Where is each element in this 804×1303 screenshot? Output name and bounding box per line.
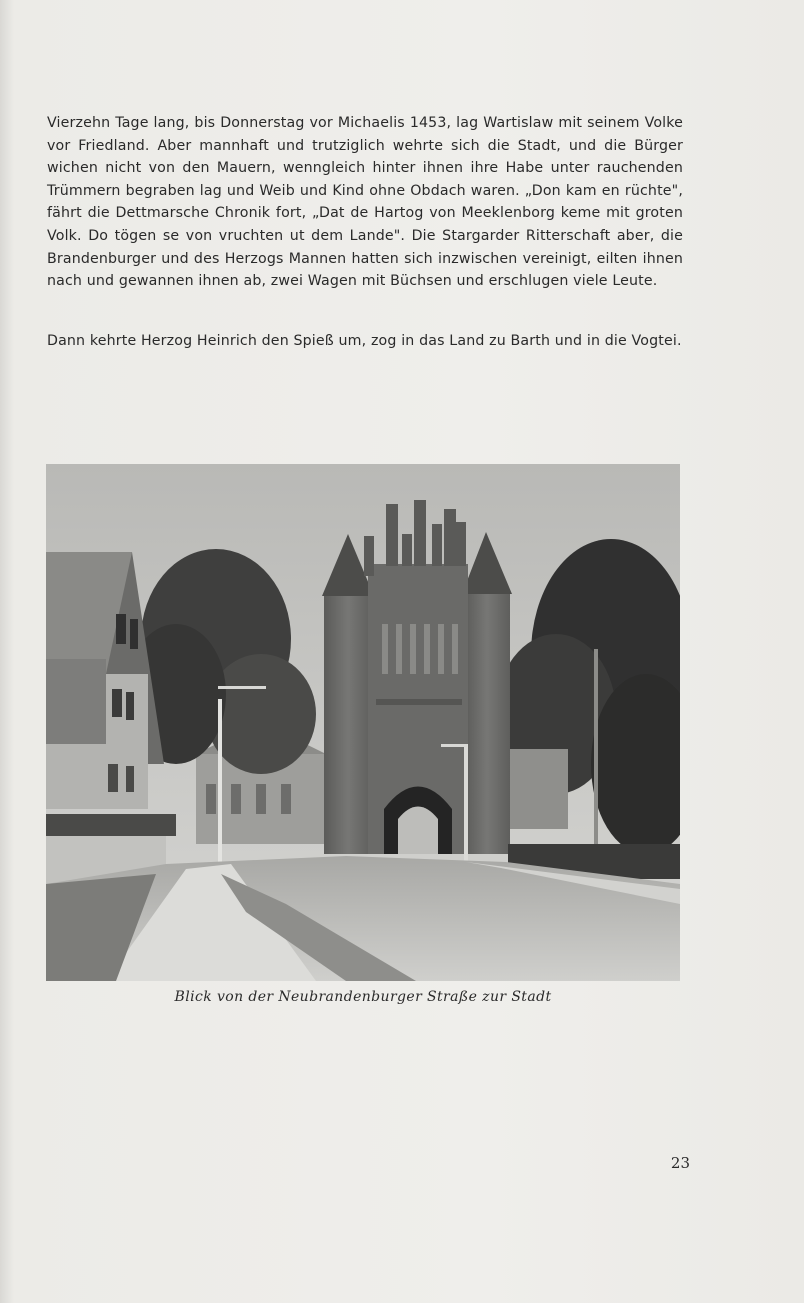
body-paragraph-1: Vierzehn Tage lang, bis Donnerstag vor Michaelis 1453, lag Wartislaw mit seinem Volke vor Friedland. Aber mannhaft und trutziglich wehrte sich die Stadt, und die Bürger wichen nicht von den Mauern, wenngleich hinter ihnen ihre Habe unter rauchenden Trümmern begraben lag und Weib und Kind ohne Obdach waren. „Don kam en rüchte", fährt die Dettmarsche Chronik fort, „Dat de Hartog von Meeklenborg keme mit groten Volk. Do tögen se von vruchten ut dem Lande". Die Stargarder Ritterschaft aber, die Brandenburger und des Herzogs Mannen hatten sich inzwischen vereinigt, eilten ihnen nach und gewannen ihnen ab, zwei Wagen mit Büchsen und erschlugen viele Leute.: [47, 115, 683, 290]
photo-caption: Blick von der Neubrandenburger Straße zur Stadt: [174, 989, 552, 1005]
body-paragraph-2: Dann kehrte Herzog Heinrich den Spieß um, zog in das Land zu Barth und in die Vogtei.: [47, 333, 682, 349]
photo-city-gate: [46, 464, 680, 981]
page-number: 23: [670, 1154, 690, 1172]
